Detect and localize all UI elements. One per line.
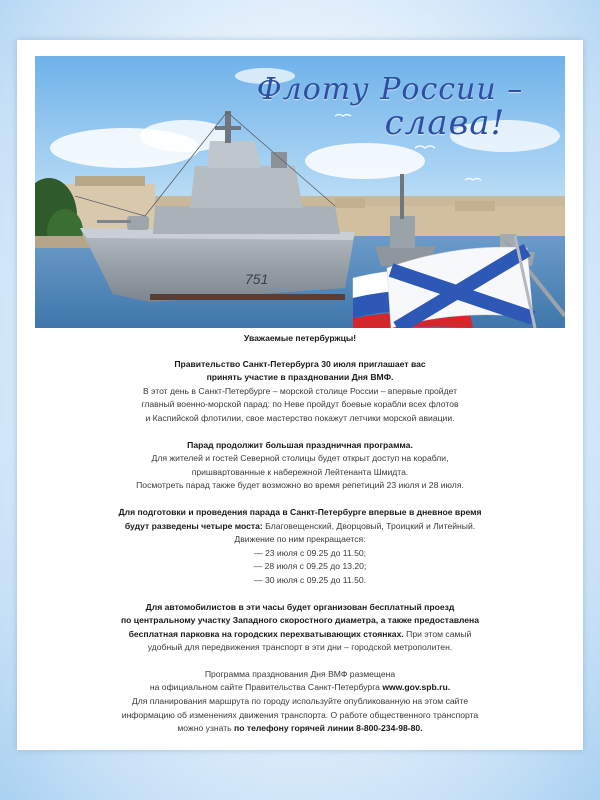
bridges-movement: Движение по ним прекращается: <box>234 534 366 545</box>
invitation-line-3: и Каспийской флотилии, свое мастерство покажут летчики морской авиации. <box>145 412 455 423</box>
drivers-metro: удобный для передвижения транспорт в эти дни – городской метрополитен. <box>147 642 453 653</box>
info-line-5 <box>55 722 545 736</box>
bridges-names: Благовещенский, Дворцовый, Троицкий и Литейный. <box>262 520 476 531</box>
info-line-3: Для планирования маршрута по городу используйте опубликованную на этом сайте <box>131 696 469 707</box>
program-bold: Парад продолжит большая праздничная программа. <box>187 439 413 450</box>
paragraph-program <box>55 439 545 493</box>
parking-rest: При этом самый <box>403 628 472 639</box>
salutation: Уважаемые петербуржцы! <box>243 333 357 343</box>
invitation-line-1: В этот день в Санкт-Петербурге – морской столице России – впервые пройдет <box>142 385 458 396</box>
paragraph-bridges <box>55 506 545 588</box>
invitation-bold-2: принять участие в праздновании Дня ВМФ. <box>206 372 394 383</box>
bridge-date-3: — 30 июля с 09.25 до 11.50. <box>253 574 367 585</box>
program-line-1: Для жителей и гостей Северной столицы будет открыт доступ на корабли, <box>151 453 449 464</box>
poster <box>17 40 583 750</box>
bridge-date-1: — 23 июля с 09.25 до 11.50; <box>253 547 367 558</box>
drivers-bold-2: по центральному участку Западного скоростного диаметра, а также предоставлена <box>120 615 480 626</box>
info-line-1: Программа празднования Дня ВМФ размещена <box>204 668 396 679</box>
website-link[interactable]: www.gov.spb.ru. <box>382 682 451 693</box>
info-line-2 <box>55 681 545 695</box>
poster-title <box>225 74 555 141</box>
title-line-2: слава! <box>384 102 506 143</box>
drivers-bold-1: Для автомобилистов в эти часы будет организован бесплатный проезд <box>145 601 455 612</box>
program-line-2: пришвартованные к набережной Лейтенанта Шмидта. <box>191 466 409 477</box>
announcement-text <box>55 332 545 749</box>
hull-number: 751 <box>245 271 269 287</box>
bridges-bold: Для подготовки и проведения парада в Санкт-Петербурге впервые в дневное время <box>118 506 482 517</box>
bridges-bold-start: будут разведены четыре моста: <box>124 520 263 531</box>
drivers-parking <box>55 628 545 642</box>
title-line-1: Флоту России – <box>256 72 524 107</box>
hero-image <box>35 56 565 328</box>
paragraph-drivers <box>55 601 545 655</box>
info-line-4: информацию об изменениях движения транспорта. О работе общественного транспорта <box>121 709 479 720</box>
program-line-3: Посмотреть парад также будет возможно во время репетиций 23 июля и 28 июля. <box>136 480 464 491</box>
info-hotline-prefix: можно узнать <box>177 723 235 734</box>
bridges-list <box>55 520 545 534</box>
paragraph-info <box>55 668 545 736</box>
info-site-text: на официальном сайте Правительства Санкт-Петербурга <box>149 682 383 693</box>
paragraph-invitation <box>55 358 545 426</box>
invitation-bold-1: Правительство Санкт-Петербурга 30 июля приглашает вас <box>174 358 426 369</box>
hotline-phone[interactable]: по телефону горячей линии 8-800-234-98-80. <box>234 723 423 734</box>
invitation-line-2: главный военно-морской парад: по Неве пройдут боевые корабли всех флотов <box>141 399 459 410</box>
bridge-date-2: — 28 июля с 09.25 до 13.20; <box>253 561 367 572</box>
parking-bold: бесплатная парковка на городских перехватывающих стоянках. <box>128 628 404 639</box>
